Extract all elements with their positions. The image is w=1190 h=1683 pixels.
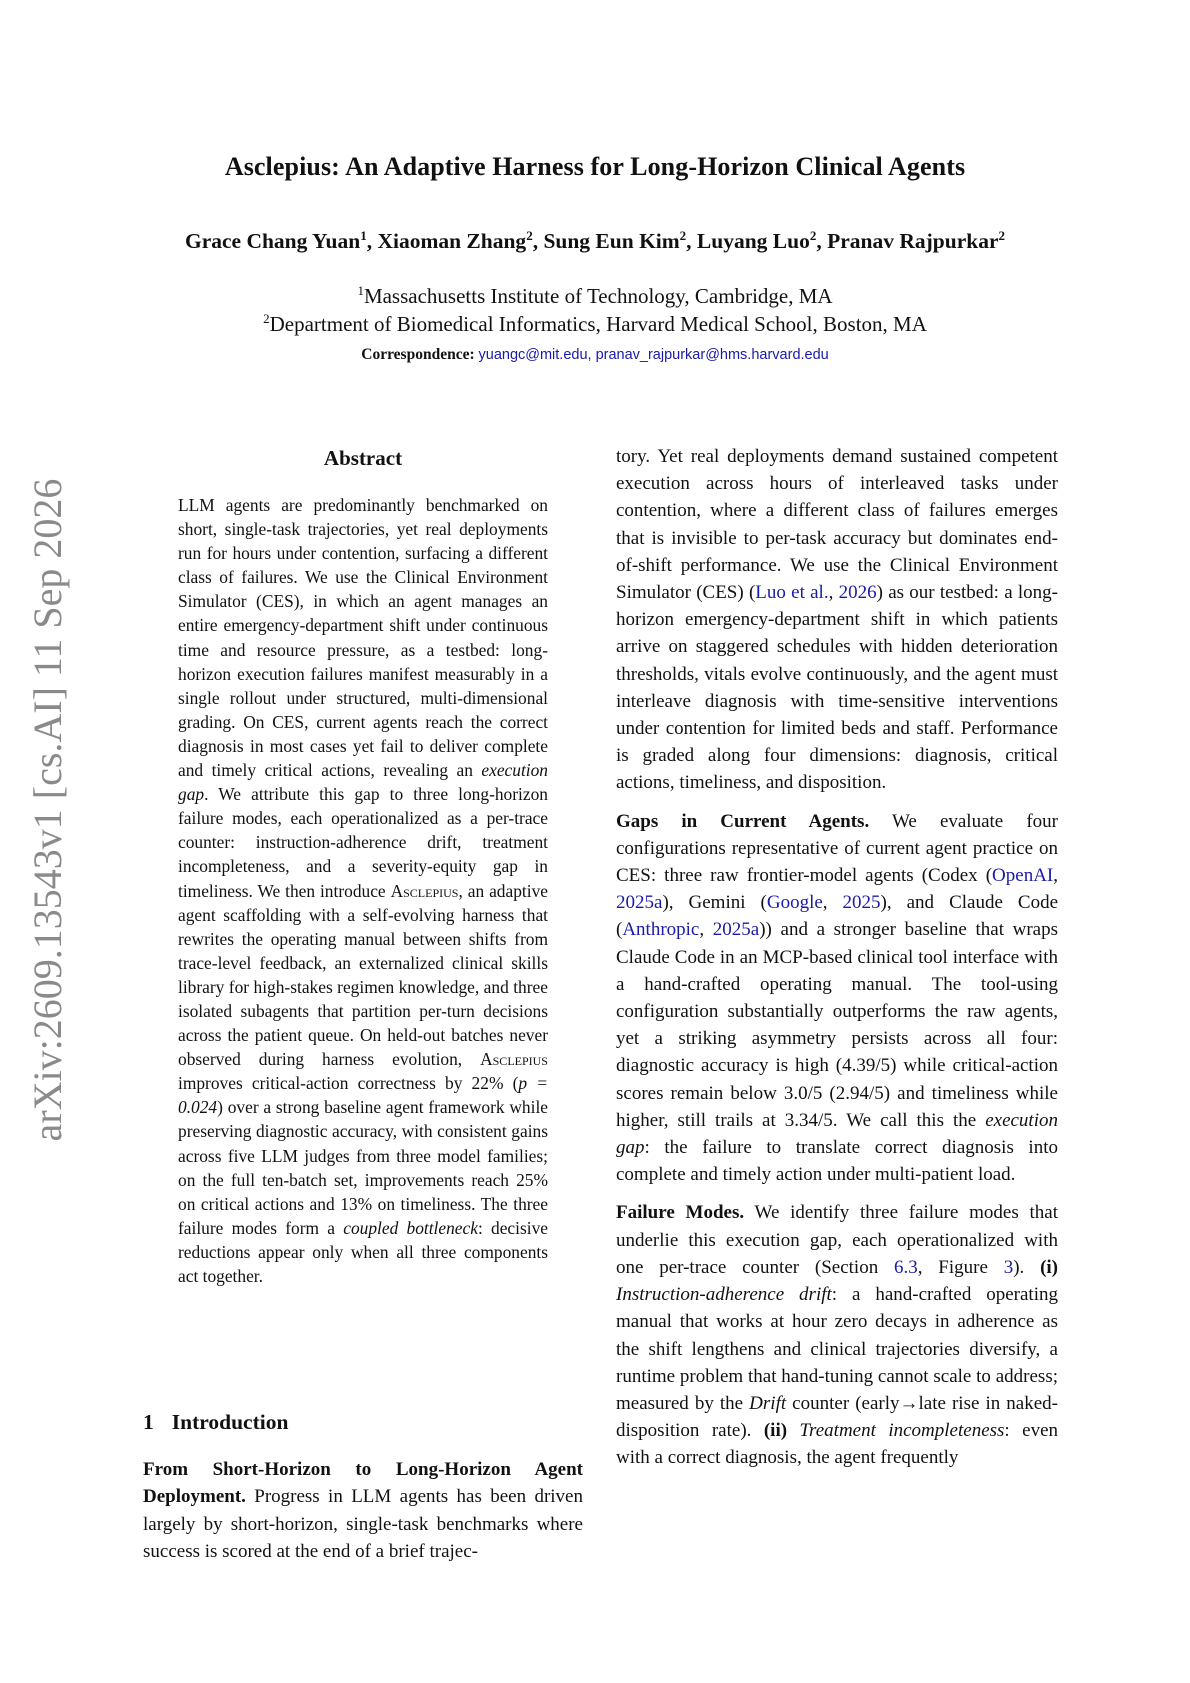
citation-separator: , [699,919,713,941]
right-column [616,443,1058,1483]
paper-title: Asclepius: An Adaptive Harness for Long-Horizon Clinical Agents [224,152,966,181]
citation-link[interactable]: 2025a [712,919,760,941]
method-name: Asclepius [480,1049,548,1070]
paragraph-text: : even with a correct diagnosis, the agent frequently [616,1420,1059,1469]
paragraph-text: : a hand-crafted operating manual that works at hour zero decays in adherence as the shift lengthens and clinical trajectories diversify, a runtime problem that hand-tuning cannot scale to address; measured by the [616,1284,1058,1414]
author-affiliation-mark: 2 [679,228,687,243]
citation-separator: , [828,582,839,604]
abstract-math: p = 0.024 [178,1073,549,1118]
paragraph-heading: Gaps in Current Agents. [616,810,870,832]
paragraph-text: : the failure to translate correct diagnosis into complete and timely action under multi-patient load. [616,1137,1058,1186]
author-affiliation-mark: 2 [998,228,1006,243]
paragraph-text: counter (early→late rise in naked-disposition rate). [616,1392,1058,1442]
section-reference-link[interactable]: 6.3 [894,1256,918,1278]
citation-link[interactable]: OpenAI [992,865,1054,887]
citation-link[interactable]: 2025a [616,892,663,914]
author-name: Grace Chang Yuan [184,229,361,254]
emphasis: execution gap [616,1109,1058,1159]
emphasis: Drift [749,1392,787,1414]
author-affiliation-mark: 2 [809,228,817,243]
citation-separator: , [1053,865,1058,887]
paragraph-heading: From Short-Horizon to Long-Horizon Agent Deployment. [143,1459,583,1508]
paragraph [616,1199,1058,1471]
section-heading-introduction [143,1410,288,1435]
section-title: Introduction [171,1410,289,1434]
section-number: 1 [143,1410,154,1434]
paragraph-text: tory. Yet real deployments demand sustained competent execution across hours of interleaved tasks under contention, where a different class of failures emerges that is invisible to per-task accuracy but dominates end-of-shift performance. We use the Clinical Environment Simulator (CES) ( [616,446,1058,604]
list-marker: (ii) [763,1420,788,1442]
author-affiliation-mark: 1 [360,228,367,243]
abstract-heading: Abstract [323,446,403,470]
paragraph-text: )) and a stronger baseline that wraps Claude Code in an MCP-based clinical tool interface with a hand-crafted operating manual. The tool-using configuration substantially outperforms the raw agents, yet a striking asymmetry persists across all four: diagnostic accuracy is high (4.39/5) while critical-action scores remain below 3.0/5 (2.94/5) and timeliness while higher, still trails at 3.34/5. We call this the [616,919,1059,1131]
paragraph-text: ), and Claude Code ( [616,892,1058,941]
citation-link[interactable]: 2026 [838,582,877,604]
figure-reference-link[interactable]: 3 [1003,1256,1014,1278]
paragraph-text: We identify three failure modes that underlie this execution gap, each operationalized with one per-trace counter (Section [616,1202,1058,1278]
citation-link[interactable]: Luo et al. [755,582,829,604]
paragraph-text: We evaluate four configurations representative of current agent practice on CES: three raw frontier-model agents (Codex ( [616,810,1059,887]
affiliation-1 [0,283,1190,309]
author-name: Sung Eun Kim [543,229,680,254]
paragraph [616,443,1058,797]
intro-paragraph [143,1456,583,1565]
method-name: Asclepius [390,880,459,901]
list-marker: (i) [1040,1256,1058,1278]
citation-link[interactable]: Anthropic [622,919,700,941]
correspondence-emails[interactable]: yuangc@mit.edu, pranav_rajpurkar@hms.harvard.edu [478,347,829,363]
emphasis: Instruction-adherence drift [616,1284,832,1306]
author-list: Grace Chang Yuan$^1$, Xiaoman Zhang$^2$, Sung Eun Kim$^2$, Luyang Luo$^2$, Pranav Rajpurkar$^2$ [184,228,1006,254]
paragraph [616,808,1058,1189]
correspondence-label: Correspondence: [361,346,475,363]
affiliation-number: 2 [263,311,270,326]
affiliation-text: Department of Biomedical Informatics, Harvard Medical School, Boston, MA [269,312,927,336]
citation-link[interactable]: 2025 [842,892,881,914]
abstract-text: ) over a strong baseline agent framework while preserving diagnostic accuracy, with consistent gains across five LLM judges from three model families; on the full ten-batch set, improvements reach 25% on critical actions and 13% on timeliness. The three failure modes form a [178,1097,548,1238]
abstract-body [178,493,548,1288]
abstract-text: : decisive reductions appear only when all three components act together. [178,1217,548,1286]
abstract-emphasis: execution gap [178,760,548,805]
paragraph-text: Progress in LLM agents has been driven largely by short-horizon, single-task benchmarks where success is scored at the end of a brief trajec- [143,1486,583,1562]
emphasis: Treatment incompleteness [799,1420,1005,1442]
paragraph-text: , Figure [917,1256,1004,1278]
arxiv-stamp: arXiv:2609.13543v1 [cs.AI] 11 Sep 2026 [25,478,70,1142]
paragraph-text: ) as our testbed: a long-horizon emergency-department shift in which patients arrive on staggered schedules with hidden deterioration thresholds, vitals evolve continuously, and the agent must interleave diagnosis with time-sensitive interventions under contention for limited beds and staff. Performance is graded along four dimensions: diagnosis, critical actions, timeliness, and disposition. [616,582,1059,794]
author-name: Pranav Rajpurkar [827,229,999,254]
affiliation-number: 1 [357,283,364,298]
abstract-text: , an adaptive agent scaffolding with a self-evolving harness that rewrites the operating manual between shifts from trace-level feedback, an externalized clinical skills library for high-stakes regimen knowledge, and three isolated subagents that partition per-turn decisions across the patient queue. On held-out batches never observed during harness evolution, [178,880,548,1070]
affiliation-2 [0,311,1190,337]
paragraph-heading: Failure Modes. [616,1202,745,1224]
paragraph-text: ). [1013,1256,1041,1278]
citation-separator: , [822,892,843,914]
affiliation-text: Massachusetts Institute of Technology, Cambridge, MA [363,284,833,308]
author-affiliation-mark: 2 [526,228,533,243]
abstract-text: . We attribute this gap to three long-horizon failure modes, each operationalized as a per-trace counter: instruction-adherence drift, treatment incompleteness, and a severity-equity gap in timeliness. We then introduce [178,784,548,901]
citation-link[interactable]: Google [766,892,823,914]
abstract-text: improves critical-action correctness by 22% ( [178,1073,519,1094]
abstract-text: LLM agents are predominantly benchmarked on short, single-task trajectories, yet real deployments run for hours under contention, surfacing a different class of failures. We use the Clinical Environment Simulator (CES), in which an agent manages an entire emergency-department shift under continuous time and resource pressure, as a testbed: long-horizon execution failures manifest measurably in a single rollout under structured, multi-dimensional grading. On CES, current agents reach the correct diagnosis in most cases yet fail to deliver complete and timely critical actions, revealing an [178,495,548,781]
abstract-emphasis: coupled bottleneck [343,1217,478,1238]
author-name: Luyang Luo [696,229,810,254]
correspondence [0,346,1190,364]
author-name: Xiaoman Zhang [377,229,527,254]
paragraph-text: ), Gemini ( [662,892,767,914]
